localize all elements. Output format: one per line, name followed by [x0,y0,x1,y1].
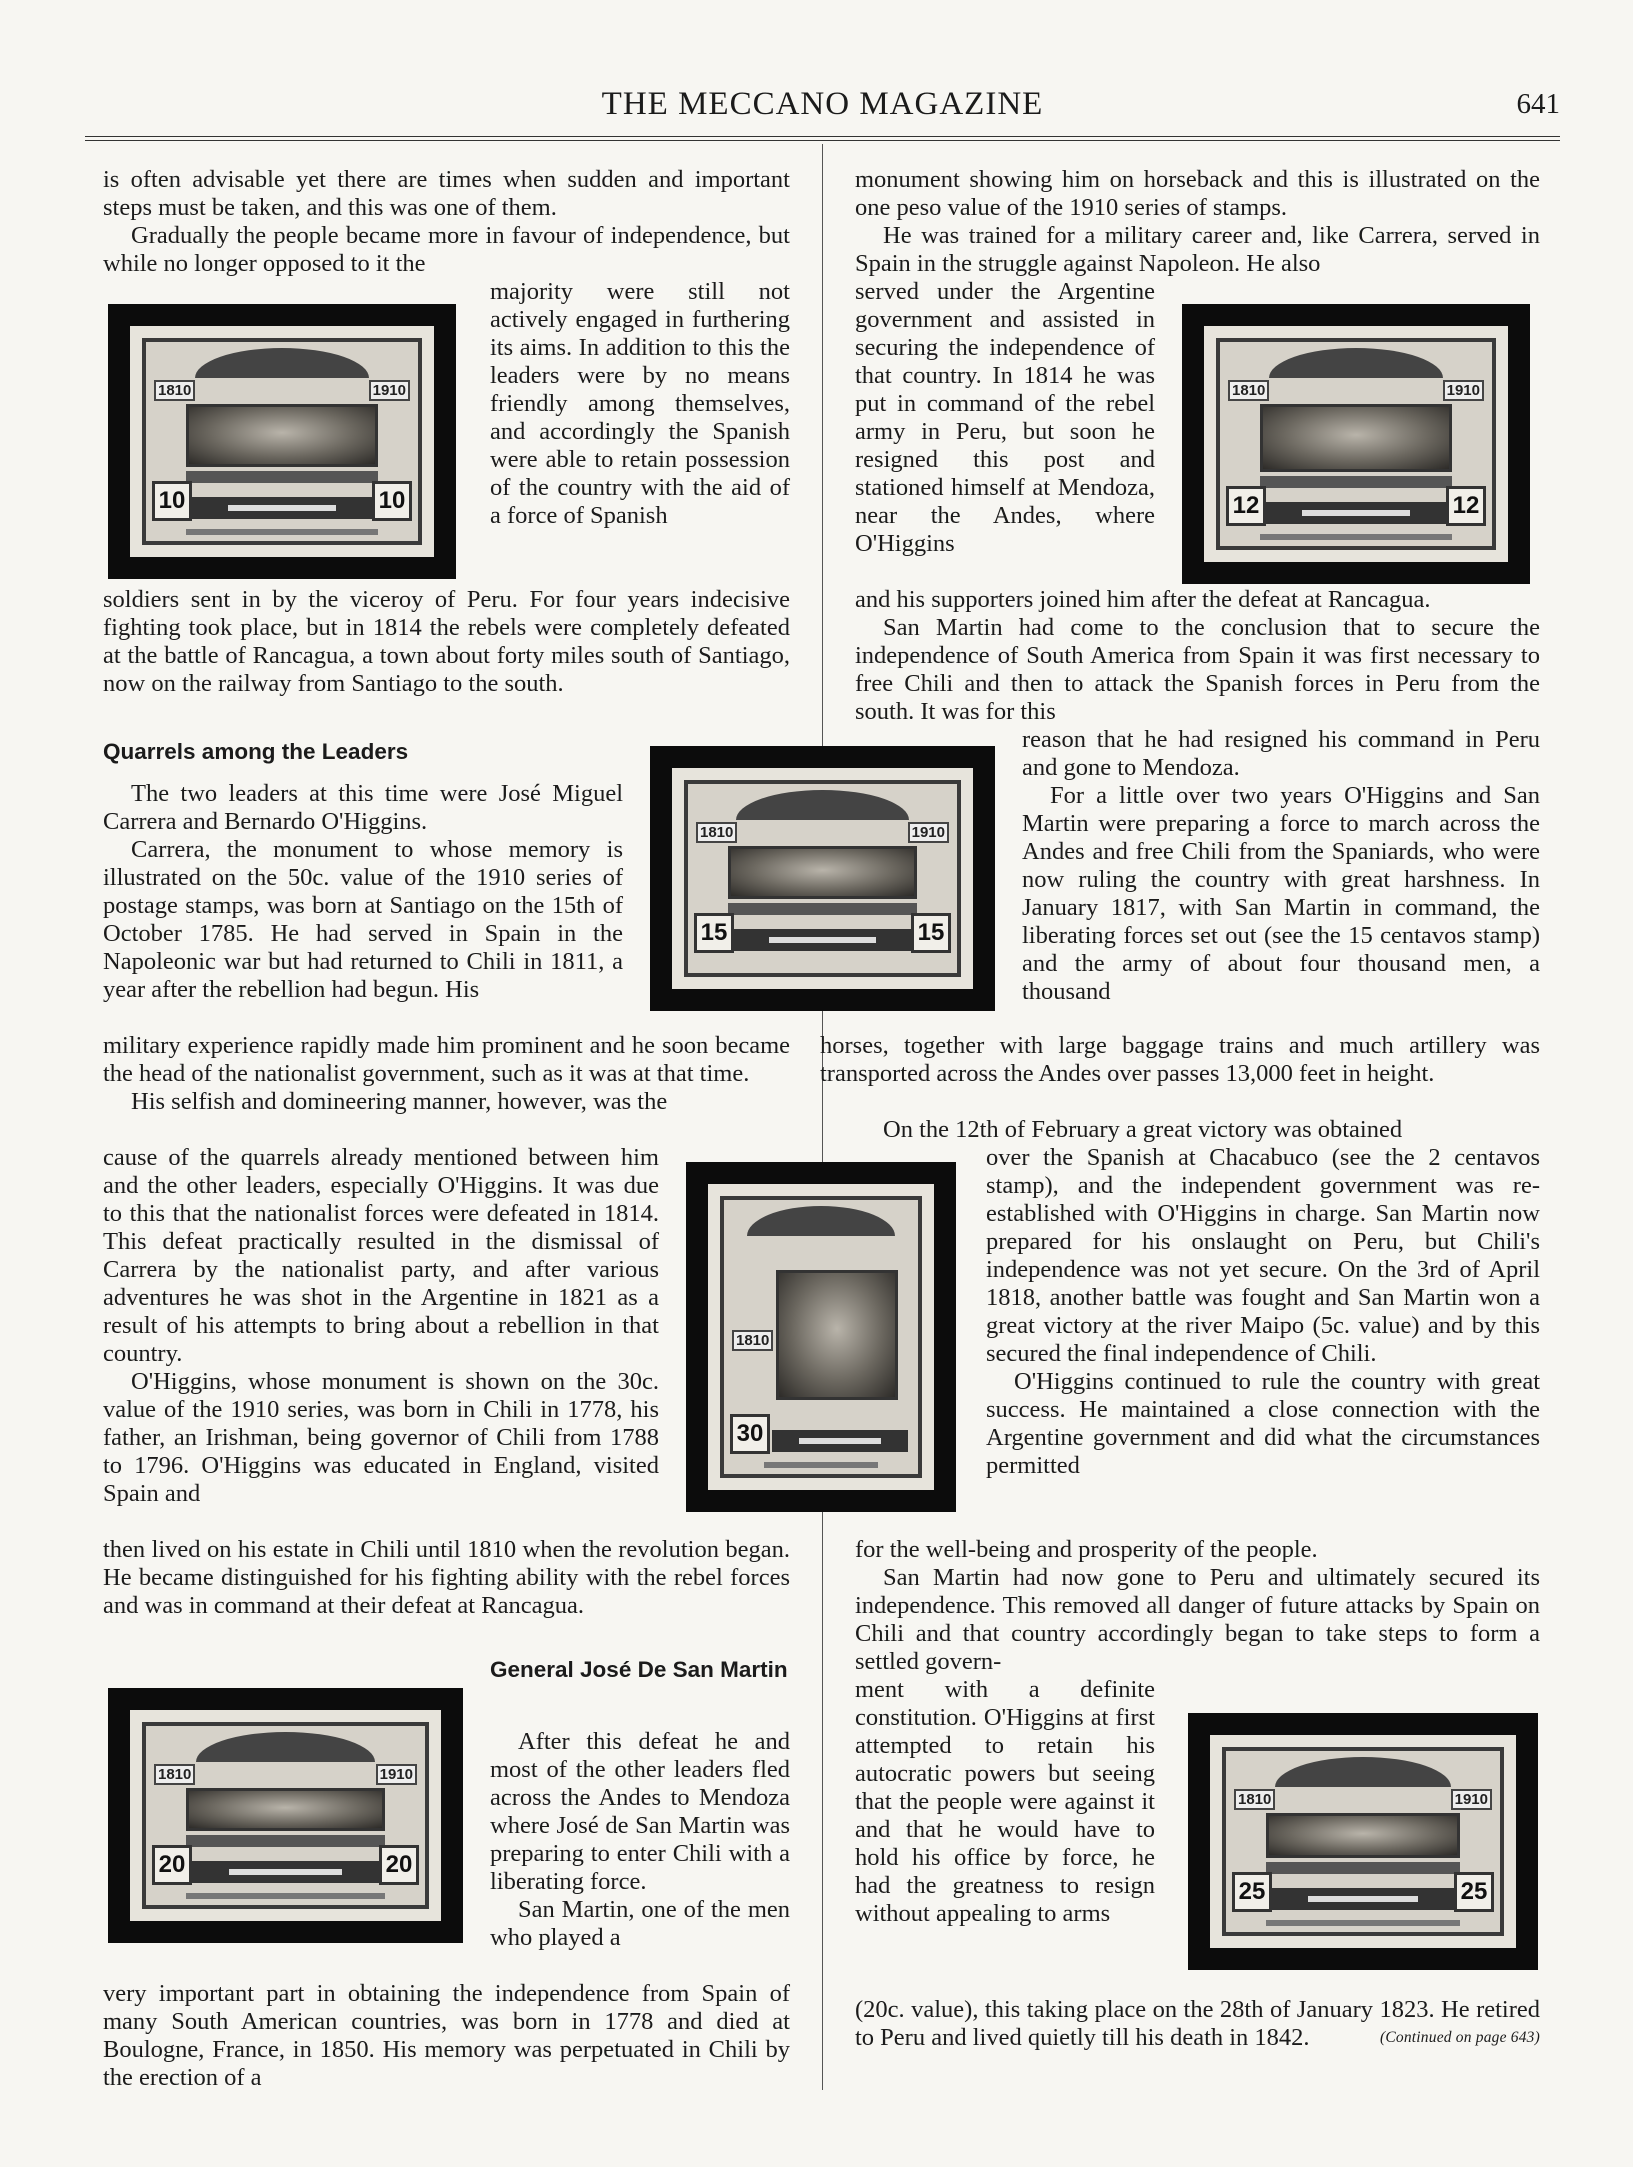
stamp-caption [186,1835,385,1847]
stamp-value-left: 20 [152,1845,192,1885]
paragraph: Gradually the people became more in favour of independence, but while no longer opposed to it the [103,222,790,277]
paragraph: military experience rapidly made him prominent and he soon became the head of the nationalist government, such as it was at that time. [103,1032,790,1087]
stamp-value-right: 15 [911,913,951,953]
left-column-mid [103,586,790,698]
stamp-year-right: 1910 [1443,380,1484,401]
paragraph: horses, together with large baggage trains and much artillery was transported across the Andes over passes 13,000 feet in height. [820,1032,1540,1087]
page-header [85,86,1560,126]
centavos-band [772,1430,908,1452]
right-column-mid [855,586,1540,726]
stamp-year-left: 1810 [154,380,195,401]
stamp-banner [1269,348,1443,378]
stamp-value: 30 [730,1414,770,1454]
left-column-bottom [103,1980,790,2092]
stamp-year-left: 1810 [1234,1789,1275,1810]
magazine-title: THE MECCANO MAGAZINE [601,86,1044,122]
paragraph: and his supporters joined him after the defeat at Rancagua. [855,586,1431,613]
printer-imprint [186,529,378,535]
printer-imprint [186,1893,385,1899]
stamp-frame [1222,1747,1504,1936]
centavos-band [192,1861,379,1883]
paragraph: cause of the quarrels already mentioned between him and the other leaders, especially O'Higgins. It was due to this that the nationalist forces were defeated in 1814. This defeat practically resulted in the dismissal of Carrera by the nationalist party, and after various adventures he was shot in the Argentine in 1821 as a result of his attempts to bring about a rebellion in that country. [103,1144,659,1367]
paragraph: He was trained for a military career and, like Carrera, served in Spain in the struggle against Napoleon. He also [855,222,1540,277]
monument-vignette [776,1270,898,1400]
stamp-banner [736,790,908,820]
left-wrap-text-2 [103,780,623,1004]
army-crossing-vignette [728,846,917,899]
centavos-band [734,929,911,951]
left-wrap-text-3 [103,1144,659,1508]
left-column-full-1 [103,1032,790,1116]
paragraph: then lived on his estate in Chili until 1810 when the revolution began. He became distinguished for his fighting ability with the rebel forces and was in command at their defeat at Rancagua. [103,1536,790,1619]
paragraph: San Martin had come to the conclusion that to secure the independence of South America from Spain it was first necessary to free Chili and then to attack the Spanish forces in Peru from the south. It was for this [855,614,1540,725]
stamp-10-centavos [108,304,456,579]
left-wrap-text-1 [490,278,790,530]
left-wrap-text-4 [490,1728,790,1952]
stamp-value-left: 10 [152,481,192,521]
stamp-15-centavos [650,746,995,1011]
printer-imprint [1266,1920,1460,1926]
left-column-top [103,166,790,278]
stamp-year-left: 1810 [696,822,737,843]
paragraph: His selfish and domineering manner, however, was the [131,1088,668,1115]
stamp-value-right: 25 [1454,1872,1494,1912]
stamp-banner [196,1732,375,1762]
paragraph: On the 12th of February a great victory was obtained [883,1116,1403,1143]
paragraph: served under the Argentine government and assisted in securing the independence of that country. In 1814 he was put in command of the rebel army in Peru, but soon he resigned this post and stationed himself at Mendoza, near the Andes, where O'Higgins [855,278,1155,557]
paragraph: San Martin had now gone to Peru and ultimately secured its independence. This removed all danger of future attacks by Spain on Chili and that country accordingly began to take steps to form a settled govern- [855,1564,1540,1675]
paragraph: For a little over two years O'Higgins and San Martin were preparing a force to march across the Andes and free Chili from the Spaniards, who were now ruling the country with great harshness. In January 1817, with San Martin in command, the liberating forces set out (see the 15 centavos stamp) and the army of about four thousand men, a thousand [1022,782,1540,1005]
stamp-caption [1266,1862,1460,1874]
stamp-frame [142,338,422,545]
section-heading: Quarrels among the Leaders [103,739,409,764]
stamp-value-right: 12 [1446,486,1486,526]
left-column-full-2 [103,1536,790,1620]
paragraph: ment with a definite constitution. O'Higgins at first attempted to retain his autocratic powers but seeing that the people were against it and that he would have to hold his office by force, he had the greatness to resign without appealing to arms [855,1676,1155,1927]
page-number: 641 [1516,88,1560,120]
right-column-full-3 [855,1536,1540,1676]
column-divider [822,144,823,2090]
stamp-frame [142,1722,429,1909]
stamp-banner [747,1206,894,1236]
stamp-paper [130,326,434,557]
stamp-year-right: 1910 [1451,1789,1492,1810]
stamp-caption [728,903,917,915]
right-column-bottom [855,1996,1540,2052]
stamp-value-left: 25 [1232,1872,1272,1912]
paragraph: very important part in obtaining the independence from Spain of many South American countries, was born in 1778 and died at Boulogne, France, in 1850. His memory was perpetuated in Chili by the erection of a [103,1980,790,2091]
paragraph: After this defeat he and most of the other leaders fled across the Andes to Mendoza where José de San Martin was preparing to enter Chili with a liberating force. [490,1728,790,1895]
stamp-banner [195,348,369,378]
continued-note: (Continued on page 643) [1379,2029,1540,2046]
paragraph: over the Spanish at Chacabuco (see the 2 centavos stamp), and the independent government was re-established with O'Higgins in charge. San Martin now prepared for his onslaught on Peru, but Chili's independence was not yet secure. On the 3rd of April 1818, another battle was fought and San Martin won a great victory at the river Maipo (5c. value) and by this secured the final independence of Chili. [986,1144,1540,1367]
paragraph-text: (20c. value), this taking place on the 28th of January 1823. He retired to Peru and lived quietly till his death in 1842. [855,1996,1540,2051]
paragraph: reason that he had resigned his command in Peru and gone to Mendoza. [1022,726,1540,781]
printer-imprint [1260,534,1452,540]
centavos-band [1266,502,1446,524]
stamp-frame [684,780,961,977]
ship-vignette [1260,404,1452,472]
centavos-band [1272,1888,1454,1910]
stamp-value-right: 20 [379,1845,419,1885]
stamp-caption [1260,476,1452,488]
stamp-paper [708,1184,934,1490]
section-heading: General José De San Martin [490,1657,788,1682]
stamp-value-right: 10 [372,481,412,521]
stamp-25-centavos [1188,1713,1538,1970]
stamp-20-centavos [108,1688,463,1943]
stamp-value-left: 15 [694,913,734,953]
right-column-full-1 [820,1032,1540,1088]
stamp-year-left: 1810 [732,1330,773,1351]
paragraph: monument showing him on horseback and this is illustrated on the one peso value of the 1910 series of stamps. [855,166,1540,221]
printer-imprint [764,1462,878,1468]
header-rule-top [85,136,1560,137]
stamp-12-centavos [1182,304,1530,584]
paragraph: for the well-being and prosperity of the people. [855,1536,1318,1563]
header-rule-bottom [85,140,1560,141]
stamp-paper [130,1710,441,1921]
ship-vignette [186,404,378,467]
right-wrap-text-1 [855,278,1155,558]
paragraph: Carrera, the monument to whose memory is illustrated on the 50c. value of the 1910 series of postage stamps, was born at Santiago on the 15th of October 1785. He had served in Spain in the Napoleonic war but had returned to Chili in 1811, a year after the rebellion had begun. His [103,836,623,1003]
stamp-frame [1216,338,1496,550]
stamp-frame [720,1196,922,1478]
stamp-paper [1204,326,1508,562]
right-wrap-text-4 [855,1676,1155,1928]
stamp-30-centavos [686,1162,956,1512]
paragraph: majority were still not actively engaged in furthering its aims. In addition to this the leaders were by no means friendly among themselves, and accordingly the Spanish were able to retain possession of the country with the aid of a force of Spanish [490,278,790,529]
stamp-caption [186,471,378,483]
stamp-year-right: 1910 [376,1764,417,1785]
paragraph: The two leaders at this time were José Miguel Carrera and Bernardo O'Higgins. [103,780,623,835]
stamp-year-left: 1810 [154,1764,195,1785]
paragraph: San Martin, one of the men who played a [490,1896,790,1951]
paragraph: O'Higgins, whose monument is shown on the 30c. value of the 1910 series, was born in Chili in 1778, his father, an Irishman, being governor of Chili from 1788 to 1796. O'Higgins was educated in England, visited Spain and [103,1368,659,1507]
stamp-year-right: 1910 [908,822,949,843]
stamp-paper [1210,1735,1516,1948]
paragraph: soldiers sent in by the viceroy of Peru. For four years indecisive fighting took place, but in 1814 the rebels were completely defeated at the battle of Rancagua, a town about forty miles south of Santiago, now on the railway from Santiago to the south. [103,586,790,697]
right-column-top [855,166,1540,278]
stamp-value-left: 12 [1226,486,1266,526]
paragraph: O'Higgins continued to rule the country with great success. He maintained a close connection with the Argentine government and did what the circumstances permitted [986,1368,1540,1479]
right-column-full-2 [855,1116,1540,1144]
congress-vignette [1266,1813,1460,1858]
centavos-band [192,497,372,519]
stamp-paper [672,768,973,989]
stamp-year-left: 1810 [1228,380,1269,401]
stamp-year-right: 1910 [369,380,410,401]
paragraph: is often advisable yet there are times when sudden and important steps must be taken, and this was one of them. [103,166,790,221]
right-wrap-text-2 [1022,726,1540,1006]
stamp-banner [1275,1757,1450,1787]
right-wrap-text-3 [986,1144,1540,1480]
abdication-vignette [186,1788,385,1831]
paragraph [855,1996,1540,2052]
